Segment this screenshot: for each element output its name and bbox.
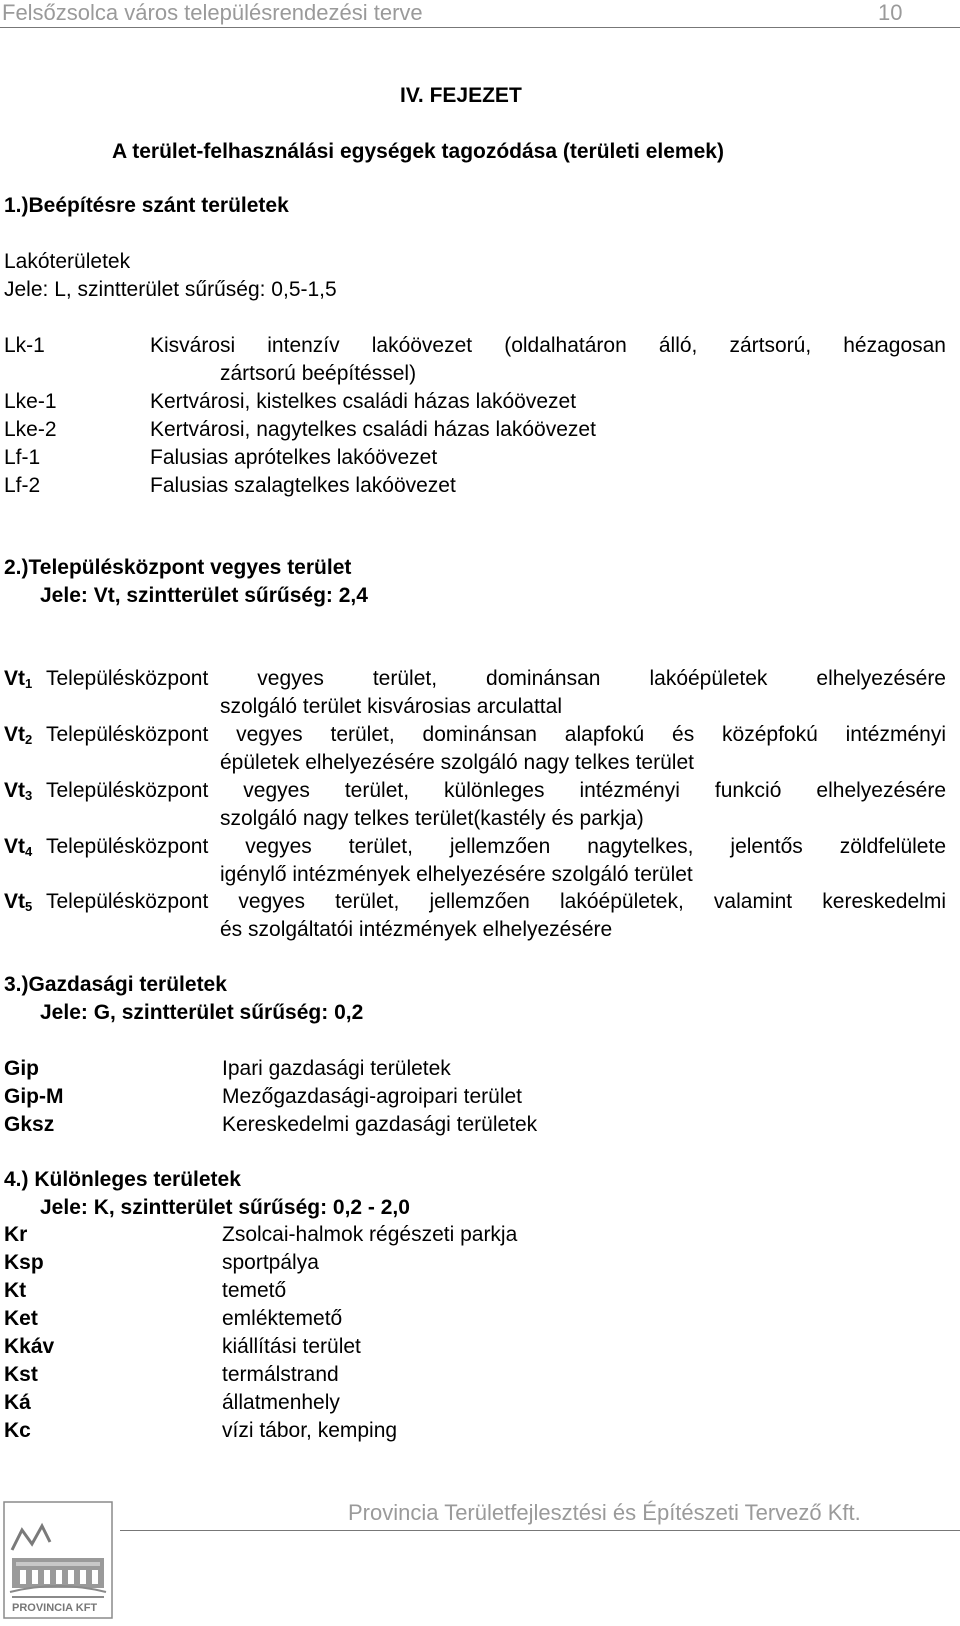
zone-code: Gksz bbox=[4, 1113, 55, 1136]
zone-description: Zsolcai-halmok régészeti parkja bbox=[222, 1223, 518, 1246]
zone-description: sportpálya bbox=[222, 1251, 319, 1274]
vt-description-cont: épületek elhelyezésére szolgáló nagy telkes terület bbox=[220, 751, 694, 774]
zone-description: Kertvárosi, nagytelkes családi házas lakóövezet bbox=[150, 418, 596, 441]
section3-jele: Jele: G, szintterület sűrűség: 0,2 bbox=[40, 1001, 364, 1024]
zone-description: Falusias szalagtelkes lakóövezet bbox=[150, 474, 456, 497]
zone-description: Mezőgazdasági-agroipari terület bbox=[222, 1085, 522, 1108]
provincia-logo bbox=[2, 1500, 114, 1620]
zone-description: temető bbox=[222, 1279, 287, 1302]
section2-heading: 2.)Településközpont vegyes terület bbox=[4, 556, 352, 579]
section4-heading: 4.) Különleges területek bbox=[4, 1168, 241, 1191]
zone-code: Lk-1 bbox=[4, 334, 45, 357]
section4-jele: Jele: K, szintterület sűrűség: 0,2 - 2,0 bbox=[40, 1196, 410, 1219]
vt-description-cont: igénylő intézmények elhelyezésére szolgáló terület bbox=[220, 863, 693, 886]
zone-code: Kc bbox=[4, 1419, 31, 1442]
header-divider bbox=[0, 27, 960, 28]
zone-code: Lf-1 bbox=[4, 446, 41, 469]
vt-code: $Vt_4$ bbox=[4, 835, 33, 859]
vt-description: Településközpont vegyes terület, különleges intézményi funkció elhelyezésére bbox=[46, 779, 946, 802]
vt-description-cont: és szolgáltatói intézmények elhelyezésére bbox=[220, 918, 613, 941]
zone-description-cont: zártsorú beépítéssel) bbox=[220, 362, 417, 385]
section1-jele: Jele: L, szintterület sűrűség: 0,5-1,5 bbox=[4, 278, 337, 301]
vt-description: Településközpont vegyes terület, dominánsan lakóépületek elhelyezésére bbox=[46, 667, 946, 690]
zone-code: Kt bbox=[4, 1279, 27, 1302]
zone-description: Kisvárosi intenzív lakóövezet (oldalhatáron álló, zártsorú, hézagosan bbox=[150, 334, 946, 357]
zone-description: Ipari gazdasági területek bbox=[222, 1057, 451, 1080]
section1-heading: 1.)Beépítésre szánt területek bbox=[4, 194, 289, 217]
zone-code: Kr bbox=[4, 1223, 28, 1246]
page-number: 10 bbox=[878, 0, 903, 25]
zone-code: Lke-2 bbox=[4, 418, 57, 441]
zone-code: Ket bbox=[4, 1307, 38, 1330]
logo-text: PROVINCIA KFT bbox=[12, 1602, 98, 1614]
vt-description-cont: szolgáló terület kisvárosias arculattal bbox=[220, 695, 562, 718]
zone-code: Kkáv bbox=[4, 1335, 55, 1358]
zone-code: Gip-M bbox=[4, 1085, 64, 1108]
section1-subheading: Lakóterületek bbox=[4, 250, 131, 273]
zone-description: emléktemető bbox=[222, 1307, 343, 1330]
chapter-title: A terület-felhasználási egységek tagozódása (területi elemek) bbox=[112, 140, 724, 163]
section2-jele: Jele: Vt, szintterület sűrűség: 2,4 bbox=[40, 584, 368, 607]
chapter-number: IV. FEJEZET bbox=[400, 84, 522, 107]
zone-code: Gip bbox=[4, 1057, 39, 1080]
vt-description: Településközpont vegyes terület, jellemzően lakóépületek, valamint kereskedelmi bbox=[46, 890, 946, 913]
vt-code: $Vt_3$ bbox=[4, 779, 33, 803]
zone-code: Kst bbox=[4, 1363, 38, 1386]
footer-company: Provincia Területfejlesztési és Építészeti Tervező Kft. bbox=[348, 1500, 861, 1525]
vt-description: Településközpont vegyes terület, jellemzően nagytelkes, jelentős zöldfelülete bbox=[46, 835, 946, 858]
zone-code: Lke-1 bbox=[4, 390, 57, 413]
zone-description: állatmenhely bbox=[222, 1391, 340, 1414]
zone-code: Ksp bbox=[4, 1251, 44, 1274]
zone-description: Kereskedelmi gazdasági területek bbox=[222, 1113, 538, 1136]
vt-code: $Vt_5$ bbox=[4, 890, 33, 914]
footer-divider bbox=[120, 1530, 960, 1531]
header-title: Felsőzsolca város településrendezési terve bbox=[2, 0, 423, 25]
vt-description: Településközpont vegyes terület, dominánsan alapfokú és középfokú intézményi bbox=[46, 723, 946, 746]
zone-code: Lf-2 bbox=[4, 474, 41, 497]
zone-description: vízi tábor, kemping bbox=[222, 1419, 398, 1442]
vt-code: $Vt_1$ bbox=[4, 667, 33, 691]
vt-code: $Vt_2$ bbox=[4, 723, 33, 747]
zone-code: Ká bbox=[4, 1391, 31, 1414]
zone-description: Falusias aprótelkes lakóövezet bbox=[150, 446, 438, 469]
section3-heading: 3.)Gazdasági területek bbox=[4, 973, 227, 996]
zone-description: termálstrand bbox=[222, 1363, 339, 1386]
vt-description-cont: szolgáló nagy telkes terület(kastély és parkja) bbox=[220, 807, 644, 830]
zone-description: Kertvárosi, kistelkes családi házas lakóövezet bbox=[150, 390, 577, 413]
zone-description: kiállítási terület bbox=[222, 1335, 361, 1358]
